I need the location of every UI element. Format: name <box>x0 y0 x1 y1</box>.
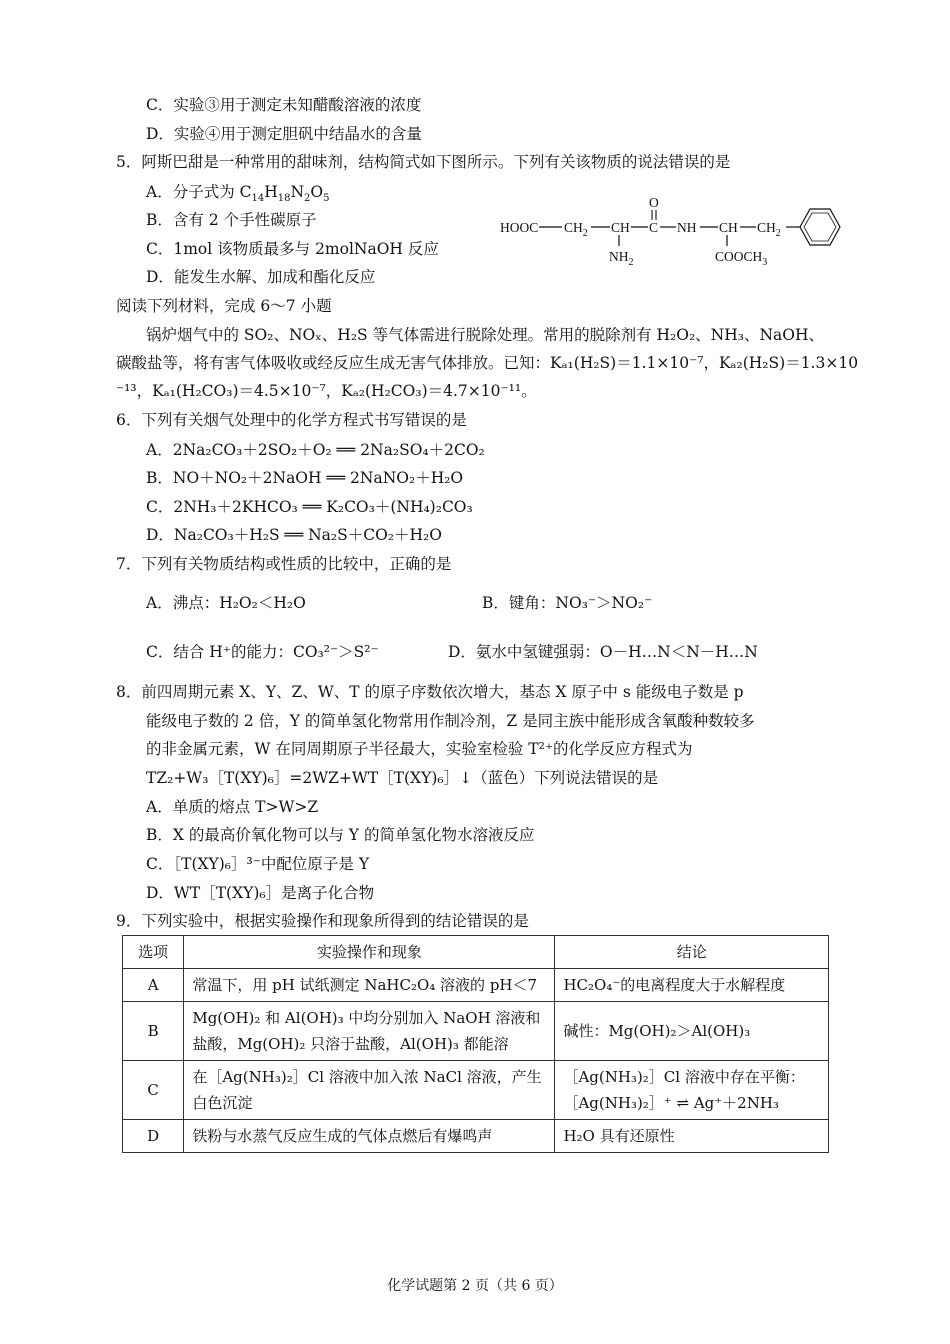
row-conclusion: HC₂O₄⁻的电离程度大于水解程度 <box>555 969 829 1002</box>
q8-stem-line-1: 8．前四周期元素 X、Y、Z、W、T 的原子序数依次增大，基态 X 原子中 s 能级电子数是 p <box>116 683 744 701</box>
table-row <box>123 1002 829 1061</box>
q8-option-a: A．单质的熔点 T>W>Z <box>146 798 319 816</box>
q6-option-b: B．NO＋NO₂＋2NaOH ══ 2NaNO₂＋H₂O <box>146 469 464 487</box>
struct-hooc: HOOC <box>500 220 539 235</box>
reading-paragraph-3: ⁻¹³，Kₐ₁(H₂CO₃)＝4.5×10⁻⁷，Kₐ₂(H₂CO₃)＝4.7×10⁻¹¹。 <box>116 382 537 400</box>
page-footer: 化学试题第 2 页（共 6 页） <box>387 1278 563 1294</box>
q9-table <box>122 935 829 1153</box>
q6-option-c: C．2NH₃＋2KHCO₃ ══ K₂CO₃＋(NH₄)₂CO₃ <box>146 498 473 516</box>
q4-option-d: D．实验④用于测定胆矾中结晶水的含量 <box>146 125 422 143</box>
q6-option-a: A．2Na₂CO₃＋2SO₂＋O₂ ══ 2Na₂SO₄＋2CO₂ <box>146 441 485 459</box>
q6-option-d: D．Na₂CO₃＋H₂S ══ Na₂S＋CO₂＋H₂O <box>146 526 442 544</box>
struct-ch2a: $CH_2$ <box>564 220 588 239</box>
header-conclusion: 结论 <box>555 936 829 969</box>
reading-paragraph-1: 锅炉烟气中的 SO₂、NOₓ、H₂S 等气体需进行脱除处理。常用的脱除剂有 H₂O₂、NH₃、NaOH、 <box>146 326 824 344</box>
table-row <box>123 969 829 1002</box>
q7-option-b: B．键角：NO₃⁻＞NO₂⁻ <box>482 594 653 612</box>
q8-stem-line-4: TZ₂+W₃［T(XY)₆］=2WZ+WT［T(XY)₆］↓（蓝色）下列说法错误的是 <box>146 769 659 787</box>
reading-intro: 阅读下列材料，完成 6～7 小题 <box>116 297 332 315</box>
struct-nh: NH <box>677 220 697 235</box>
aspartame-structure <box>498 190 848 270</box>
struct-o: O <box>649 195 659 210</box>
row-experiment: 在［Ag(NH₃)₂］Cl 溶液中加入浓 NaCl 溶液，产生 白色沉淀 <box>184 1061 555 1120</box>
struct-ch: CH <box>611 220 630 235</box>
q5-option-b: B．含有 2 个手性碳原子 <box>146 211 317 229</box>
q9-table-header <box>123 936 829 969</box>
q8-option-b: B．X 的最高价氧化物可以与 Y 的简单氢化物水溶液反应 <box>146 826 535 844</box>
q5-option-d: D．能发生水解、加成和酯化反应 <box>146 268 376 286</box>
q8-stem-line-2: 能级电子数的 2 倍，Y 的简单氢化物常用作制冷剂，Z 是同主族中能形成含氧酸种数较多 <box>146 712 755 730</box>
struct-nh2: $NH_2$ <box>609 249 634 268</box>
row-experiment: 常温下，用 pH 试纸测定 NaHC₂O₄ 溶液的 pH＜7 <box>184 969 555 1002</box>
q5-option-a: A．分子式为 $C_{14}H_{18}N_2O_5$ <box>146 183 330 205</box>
q8-stem-line-3: 的非金属元素，W 在同周期原子半径最大，实验室检验 T²⁺的化学反应方程式为 <box>146 740 693 758</box>
q7-option-a: A．沸点：H₂O₂＜H₂O <box>146 594 306 612</box>
struct-cooch3: $COOCH_3$ <box>715 249 768 268</box>
q6-stem: 6．下列有关烟气处理中的化学方程式书写错误的是 <box>116 411 467 429</box>
q4-option-c: C．实验③用于测定未知醋酸溶液的浓度 <box>146 96 422 114</box>
benzene-ring <box>800 209 840 245</box>
row-option: A <box>123 969 184 1002</box>
struct-ch-2: CH <box>719 220 738 235</box>
q8-option-c: C．［T(XY)₆］³⁻中配位原子是 Y <box>146 855 370 873</box>
q5-stem: 5．阿斯巴甜是一种常用的甜味剂，结构简式如下图所示。下列有关该物质的说法错误的是 <box>116 153 731 171</box>
table-row <box>123 1120 829 1153</box>
row-conclusion: 碱性：Mg(OH)₂＞Al(OH)₃ <box>555 1002 829 1061</box>
reading-paragraph-2: 碳酸盐等，将有害气体吸收或经反应生成无害气体排放。已知：Kₐ₁(H₂S)＝1.1×10⁻⁷，Kₐ₂(H₂S)＝1.3×10 <box>116 354 859 372</box>
row-conclusion: H₂O 具有还原性 <box>555 1120 829 1153</box>
row-conclusion: ［Ag(NH₃)₂］Cl 溶液中存在平衡： ［Ag(NH₃)₂］⁺ ⇌ Ag⁺＋2NH₃ <box>555 1061 829 1120</box>
q7-option-d: D．氨水中氢键强弱：O－H…N＜N－H…N <box>448 643 758 661</box>
q7-option-c: C．结合 H⁺的能力：CO₃²⁻＞S²⁻ <box>146 643 379 661</box>
row-experiment: Mg(OH)₂ 和 Al(OH)₃ 中均分别加入 NaOH 溶液和 盐酸，Mg(OH)₂ 只溶于盐酸，Al(OH)₃ 都能溶 <box>184 1002 555 1061</box>
table-row <box>123 1061 829 1120</box>
header-option: 选项 <box>123 936 184 969</box>
q9-stem: 9．下列实验中，根据实验操作和现象所得到的结论错误的是 <box>116 912 529 930</box>
row-option: B <box>123 1002 184 1061</box>
q7-stem: 7．下列有关物质结构或性质的比较中，正确的是 <box>116 555 452 573</box>
q8-option-d: D．WT［T(XY)₆］是离子化合物 <box>146 884 375 902</box>
row-option: D <box>123 1120 184 1153</box>
q5-option-c: C．1mol 该物质最多与 2molNaOH 反应 <box>146 240 439 258</box>
header-experiment: 实验操作和现象 <box>184 936 555 969</box>
row-experiment: 铁粉与水蒸气反应生成的气体点燃后有爆鸣声 <box>184 1120 555 1153</box>
row-option: C <box>123 1061 184 1120</box>
struct-ch2b: $CH_2$ <box>757 220 781 239</box>
struct-c: C <box>649 220 659 235</box>
